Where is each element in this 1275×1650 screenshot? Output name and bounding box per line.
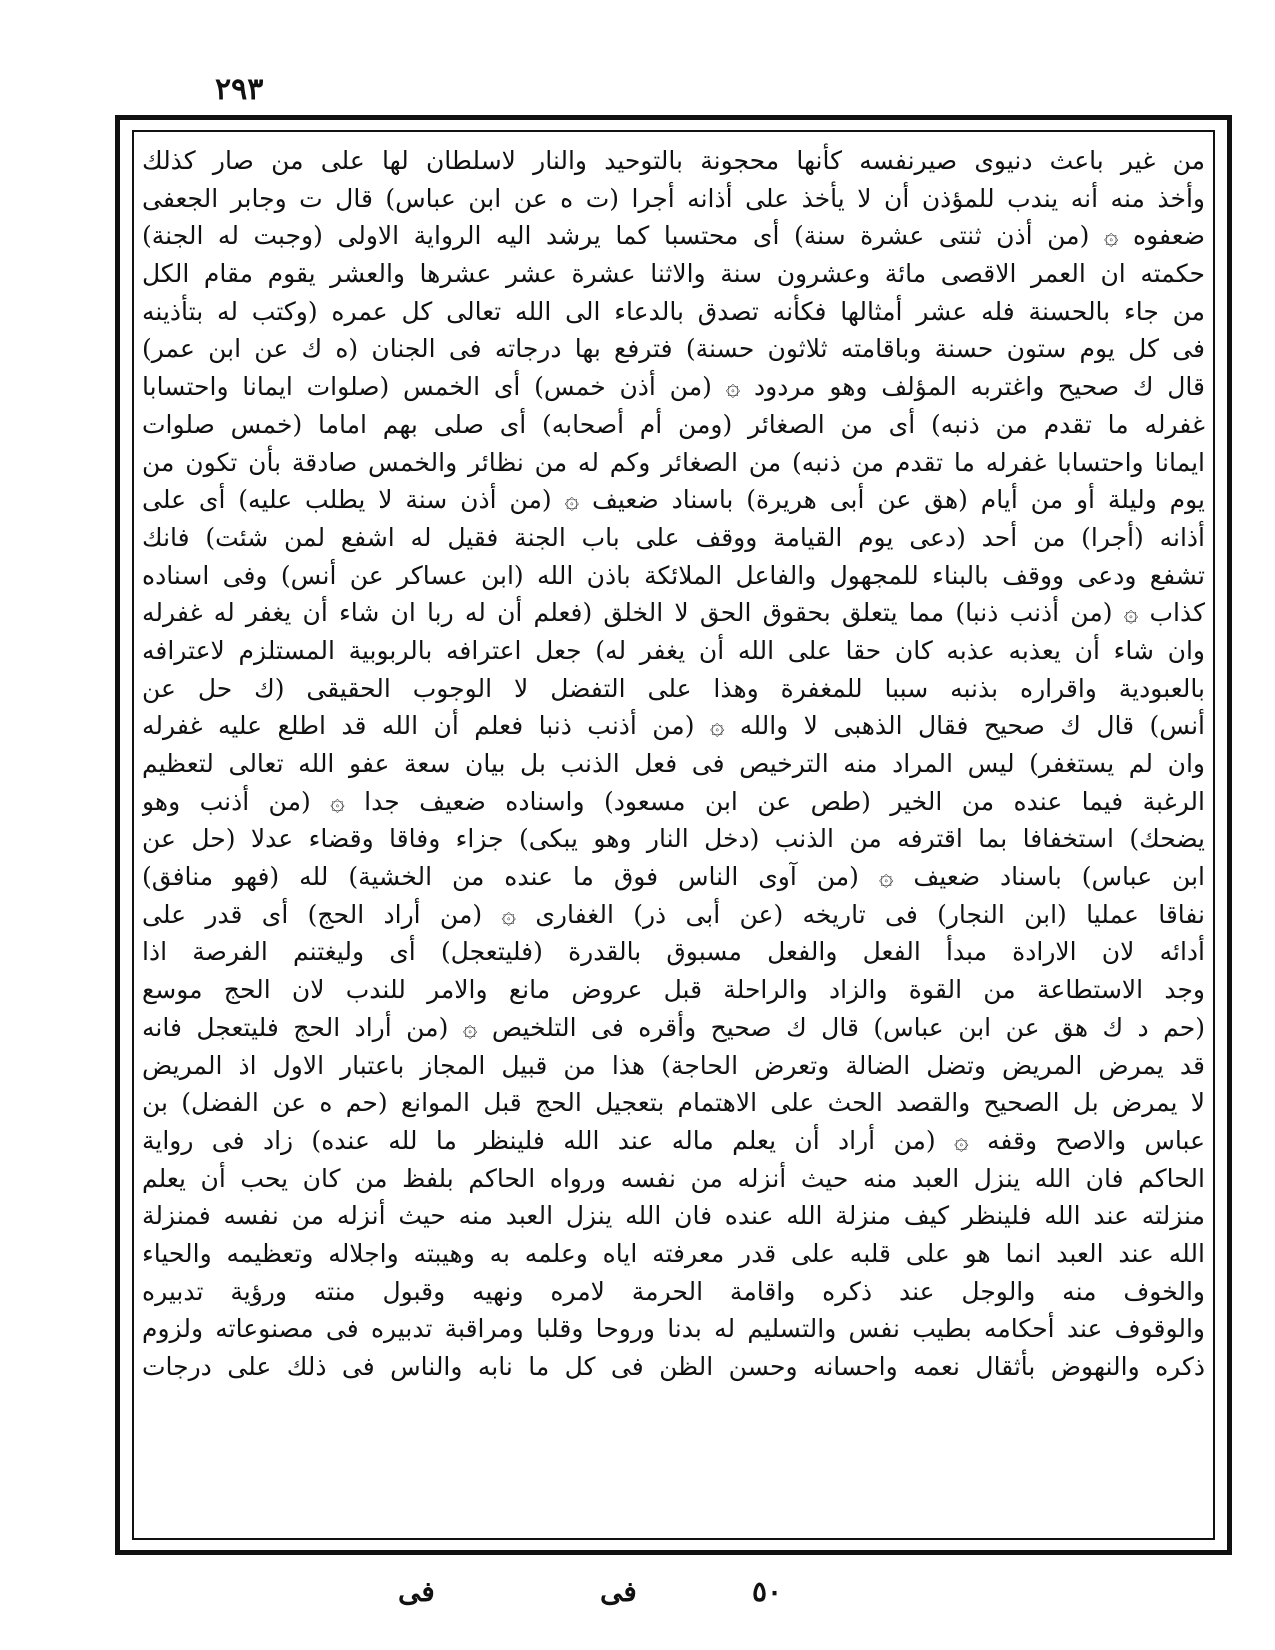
text-line: وان لم يستغفر) ليس المراد منه الترخيص فى فعل الذنب بل بيان سعة عفو الله تعالى لتعظيم — [142, 749, 1205, 778]
text-line: فى كل يوم ستون حسنة وباقامته ثلاثون حسنة) فترفع بها درجاته فى الجنان (ه ك عن ابن عمر) — [142, 334, 1205, 364]
text-line: حكمته ان العمر الاقصى مائة وعشرون سنة والاثنا عشرة عشر عشرها والعشر يقوم مقام الكل — [142, 259, 1205, 289]
text-line: غفرله ما تقدم من ذنبه) أى من الصغائر (ومن أم أصحابه) أى صلى بهم اماما (خمس صلوات — [142, 409, 1205, 439]
text-line: والوقوف عند أحكامه بطيب نفس والتسليم له بدنا وروحا وقلبا ومراقبة تدبيره فى مصنوعاته ولزوم — [142, 1314, 1205, 1344]
text-line: وان شاء أن يعذبه عذبه كان حقا على الله أن يغفر له) جعل اعترافه بالربوبية المستلزم لاعترافه — [142, 635, 1205, 665]
text-line: تشفع ودعى ووقف بالبناء للمجهول والفاعل الملائكة باذن الله (ابن عساكر عن أنس) وفى اسناده — [142, 560, 1205, 590]
text-line: ايمانا واحتسابا غفرله ما تقدم من ذنبه) من الصغائر وكم له من نظائر والخمس صادقة بأن تكون من — [142, 447, 1205, 477]
text-line: قال ك صحيح واغتربه المؤلف وهو مردود ۞ (من أذن خمس) أى الخمس (صلوات ايمانا واحتسابا — [142, 372, 1205, 402]
text-line: ابن عباس) باسناد ضعيف ۞ (من آوى الناس فوق ما عنده من الخشية) لله (فهو منافق) — [142, 862, 1205, 892]
text-line: بالعبودية واقراره بذنبه سببا للمغفرة وهذا على التفضل لا الوجوب الحقيقى (ك حل عن — [142, 673, 1205, 703]
page-number: ٢٩٣ — [215, 72, 264, 107]
text-line: من غير باعث دنيوى صيرنفسه كأنها محجونة بالتوحيد والنار لاسلطان لها على من صار كذلك — [142, 146, 1205, 175]
text-line: منزلته عند الله فلينظر كيف منزلة الله عنده فان الله ينزل العبد منه حيث أنزله من نفسه فمنزلة — [142, 1201, 1205, 1231]
text-line: ذكره والنهوض بأثقال نعمه واحسانه وحسن الظن فى كل ما نابه والناس فى ذلك على درجات — [142, 1352, 1205, 1381]
text-line: وجد الاستطاعة من القوة والزاد والراحلة قبل عروض مانع والامر للندب لان الحج موسع — [142, 975, 1205, 1005]
text-line: يوم وليلة أو من أيام (هق عن أبى هريرة) باسناد ضعيف ۞ (من أذن سنة لا يطلب عليه) أى على — [142, 485, 1205, 515]
text-line: أدائه لان الارادة مبدأ الفعل والفعل مسبوق بالقدرة (فليتعجل) أى وليغتنم الفرصة اذا — [142, 937, 1205, 967]
text-line: الحاكم فان الله ينزل العبد منه حيث أنزله من نفسه ورواه الحاكم بلفظ من كان يحب أن يعلم — [142, 1163, 1205, 1193]
text-line: الله عند العبد انما هو على قلبه على قدر معرفته اياه وعلمه به وهيبته واجلاله وتعظيمه والحياء — [142, 1238, 1205, 1268]
text-line: عباس والاصح وقفه ۞ (من أراد أن يعلم ماله عند الله فلينظر ما لله عنده) زاد فى رواية — [142, 1125, 1205, 1155]
text-line: نفاقا عمليا (ابن النجار) فى تاريخه (عن أبى ذر) الغفارى ۞ (من أراد الحج) أى قدر على — [142, 899, 1205, 929]
signature-mark: ٥٠ — [752, 1575, 783, 1608]
text-line: الرغبة فيما عنده من الخير (طص عن ابن مسعود) واسناده ضعيف جدا ۞ (من أذنب وهو — [142, 786, 1205, 816]
text-line: وأخذ منه أنه يندب للمؤذن أن لا يأخذ على أذانه أجرا (ت ه عن ابن عباس) قال ت وجابر الجعفى — [142, 183, 1205, 213]
text-block — [142, 142, 1205, 1532]
text-line: أذانه (أجرا) من أحد (دعى يوم القيامة ووقف على باب الجنة فقيل له اشفع لمن شئت) فانك — [142, 522, 1205, 552]
catchword: فى — [398, 1575, 435, 1608]
text-line: (حم د ك هق عن ابن عباس) قال ك صحيح وأقره فى التلخيص ۞ (من أراد الحج فليتعجل فانه — [142, 1012, 1205, 1042]
text-line: لا يمرض بل الصحيح والقصد الحث على الاهتمام بتعجيل الحج قبل الموانع (حم ه عن الفضل) بن — [142, 1088, 1205, 1118]
text-line: ضعفوه ۞ (من أذن ثنتى عشرة سنة) أى محتسبا كما يرشد اليه الرواية الاولى (وجبت له الجنة) — [142, 221, 1205, 251]
text-line: يضحك) استخفافا بما اقترفه من الذنب (دخل النار وهو يبكى) جزاء وفاقا وقضاء عدلا (حل عن — [142, 824, 1205, 854]
catchword: فى — [600, 1575, 637, 1608]
text-line: قد يمرض المريض وتضل الضالة وتعرض الحاجة) هذا من قبيل المجاز باعتبار الاول اذ المريض — [142, 1050, 1205, 1080]
text-line: كذاب ۞ (من أذنب ذنبا) مما يتعلق بحقوق الحق لا الخلق (فعلم أن له ربا ان شاء أن يغفر له غفرله — [142, 598, 1205, 628]
text-line: والخوف منه والوجل عند ذكره واقامة الحرمة لامره ونهيه وقبول منته ورؤية تدبيره — [142, 1276, 1205, 1306]
text-line: من جاء بالحسنة فله عشر أمثالها فكأنه تصدق بالدعاء الى الله تعالى كل عمره (وكتب له بتأذينه — [142, 296, 1205, 326]
text-line: أنس) قال ك صحيح فقال الذهبى لا والله ۞ (من أذنب ذنبا فعلم أن الله قد اطلع عليه غفرله — [142, 711, 1205, 741]
